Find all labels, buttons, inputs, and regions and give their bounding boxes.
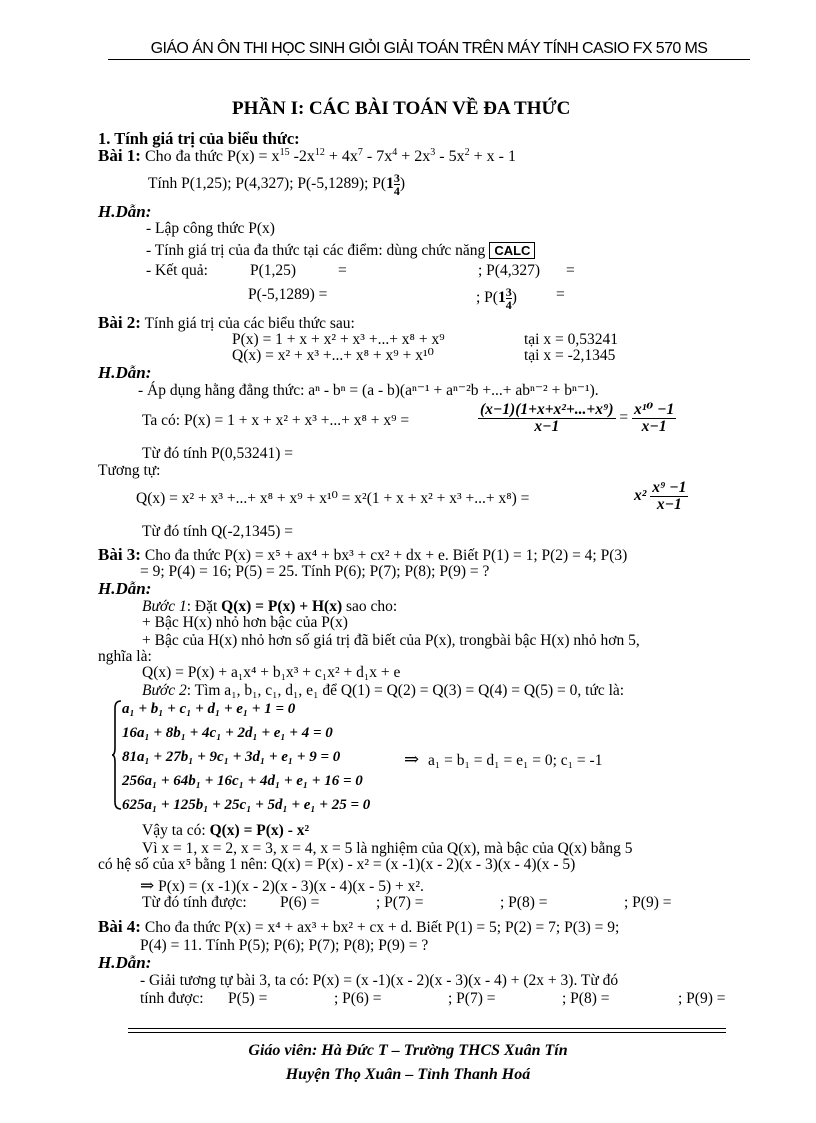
step-text-2: sao cho:: [345, 598, 398, 615]
fraction-den: x−1: [656, 496, 682, 513]
bai3-step2: [142, 682, 624, 700]
exp: 15: [279, 147, 290, 158]
term: -2x: [289, 148, 315, 165]
step-label: Bước 1: [142, 598, 187, 615]
bai4-line1: [98, 918, 619, 937]
bai4-text: Cho đa thức P(x) = x⁴ + ax³ + bx² + cx + d. Biết P(1) = 5; P(2) = 7; P(3) = 9;: [144, 919, 620, 936]
bai1-compute: [148, 172, 405, 197]
bai3-label: Bài 3:: [98, 545, 141, 564]
close-paren: ): [399, 175, 406, 193]
bai2-tuongtu: Tương tự:: [98, 462, 161, 479]
mix-den: 4: [393, 184, 400, 198]
bai3-cond3: nghĩa là:: [98, 648, 152, 665]
footer-rule-top: [128, 1028, 726, 1029]
system-eq-5: 625a₁ + 125b₁ + 25c₁ + 5d₁ + e₁ + 25 = 0: [122, 797, 371, 813]
bai3-tudo: Từ đó tính được:: [142, 894, 247, 911]
bai2-q: Q(x) = x² + x³ +...+ x⁸ + x⁹ + x¹⁰: [232, 347, 434, 364]
mix-num: 3: [393, 171, 400, 185]
x-squared: x²: [634, 487, 647, 505]
equals: =: [619, 409, 629, 427]
fraction-num: x¹⁰ −1: [634, 401, 675, 418]
bai2-identity: - Áp dụng hằng đẳng thức: aⁿ - bⁿ = (a - b)(aⁿ⁻¹ + aⁿ⁻²b +...+ abⁿ⁻² + bⁿ⁻¹).: [138, 382, 599, 399]
fraction-num: (x−1)(1+x+x²+...+x⁹): [480, 401, 614, 418]
bai4-p8: ; P(8) =: [562, 990, 610, 1007]
bai2-tudo1: Từ đó tính P(0,53241) =: [142, 445, 294, 462]
open: ; P(: [476, 289, 498, 307]
bai3-p9: ; P(9) =: [624, 894, 672, 911]
bai3-q: Q(x) = P(x) + a₁x⁴ + b₁x³ + c₁x² + d₁x + e: [142, 664, 401, 681]
exp: 3: [430, 147, 436, 158]
bai2-label: Bài 2:: [98, 313, 141, 332]
step-formula: Q(x) = P(x) + H(x): [221, 598, 343, 615]
bai3-p8: ; P(8) =: [500, 894, 548, 911]
part-title: PHẦN I: CÁC BÀI TOÁN VỀ ĐA THỨC: [232, 98, 571, 119]
bai1-text: Cho đa thức P(x) = x: [144, 148, 280, 165]
fraction: [632, 402, 676, 435]
step-label: Bước 2: [142, 682, 187, 699]
bai2-fraction3: [634, 480, 688, 513]
bai3-solution: a₁ = b₁ = d₁ = e₁ = 0; c₁ = -1: [428, 752, 603, 769]
bai4-p6: ; P(6) =: [334, 990, 382, 1007]
hd1-eq3: =: [556, 286, 565, 303]
hd1-line1: - Lập công thức P(x): [146, 220, 275, 237]
mixed-whole: 1: [386, 175, 394, 193]
hd1-p51289: P(-5,1289) =: [248, 286, 328, 303]
term: + 4x: [324, 148, 358, 165]
bai4-p7: ; P(7) =: [448, 990, 496, 1007]
step-text: : Tìm a₁, b₁, c₁, d₁, e₁ để Q(1) = Q(2) = Q(3) = Q(4) = Q(5) = 0, tức là:: [186, 682, 625, 699]
hd1-line2: [146, 242, 535, 260]
bai3-p6: P(6) =: [280, 894, 320, 911]
term: + x - 1: [469, 148, 516, 165]
fraction-den: x−1: [641, 418, 667, 435]
hd1-pmixed: [476, 286, 517, 311]
calc-key: CALC: [489, 242, 535, 259]
bai2-q-at: tại x = -2,1345: [524, 347, 616, 364]
implies-arrow: ⇒: [404, 749, 420, 769]
bai3-p7: ; P(7) =: [376, 894, 424, 911]
section-heading: 1. Tính giá trị của biểu thức:: [98, 129, 300, 148]
bai3-cond1: + Bậc H(x) nhỏ hơn bậc của P(x): [142, 614, 348, 631]
bai2-p: P(x) = 1 + x + x² + x³ +...+ x⁸ + x⁹: [232, 331, 445, 348]
hdan-heading-3: H.Dẫn:: [98, 579, 152, 598]
mixed-whole: 1: [497, 289, 506, 307]
hd1-eq2: =: [566, 262, 575, 279]
fraction: [650, 480, 688, 513]
bai3-cond2: + Bậc của H(x) nhỏ hơn số giá trị đã biết của P(x), trongbài bậc H(x) nhỏ hơn 5,: [142, 632, 640, 649]
compute-text: Tính P(1,25); P(4,327); P(-5,1289); P(: [148, 175, 387, 193]
fraction: [478, 402, 616, 435]
vay-formula: Q(x) = P(x) - x²: [209, 822, 310, 839]
fraction-num: x⁹ −1: [652, 479, 687, 496]
system-eq-3: 81a₁ + 27b₁ + 9c₁ + 3d₁ + e₁ + 9 = 0: [122, 749, 341, 765]
bai4-label: Bài 4:: [98, 917, 141, 936]
bai2-p-at: tại x = 0,53241: [524, 331, 618, 348]
bai3-text: Cho đa thức P(x) = x⁵ + ax⁴ + bx³ + cx² + dx + e. Biết P(1) = 1; P(2) = 4; P(3): [144, 547, 628, 564]
system-eq-4: 256a₁ + 64b₁ + 16c₁ + 4d₁ + e₁ + 16 = 0: [122, 773, 363, 789]
exp: 2: [464, 147, 470, 158]
bai4-p9: ; P(9) =: [678, 990, 726, 1007]
px-formula: P(x) = (x -1)(x - 2)(x - 3)(x - 4)(x - 5) + x².: [158, 878, 424, 895]
fraction-den: x−1: [534, 418, 560, 435]
footer-teacher: Giáo viên: Hà Đức T – Trường THCS Xuân Tín: [248, 1042, 568, 1059]
bai3-line2: = 9; P(4) = 16; P(5) = 25. Tính P(6); P(7); P(8); P(9) = ?: [140, 563, 490, 580]
hdan-heading-2: H.Dẫn:: [98, 363, 152, 382]
term: + 2x: [397, 148, 431, 165]
mix-den: 4: [505, 298, 512, 312]
hd1-p125: P(1,25): [250, 262, 297, 279]
bai2-taco: Ta có: P(x) = 1 + x + x² + x³ +...+ x⁸ + x⁹ =: [142, 412, 410, 429]
close: ): [511, 289, 517, 307]
bai2-fraction1: [478, 402, 676, 435]
system-eq-2: 16a₁ + 8b₁ + 4c₁ + 2d₁ + e₁ + 4 = 0: [122, 725, 333, 741]
exp: 12: [314, 147, 325, 158]
hd1-line3: - Kết quả:: [146, 262, 208, 279]
bai3-vi1: Vì x = 1, x = 2, x = 3, x = 4, x = 5 là nghiệm của Q(x), mà bậc của Q(x) bằng 5: [142, 840, 633, 857]
term: - 7x: [362, 148, 393, 165]
hd1-p4327: ; P(4,327): [478, 262, 540, 279]
implies-arrow: ⇒: [140, 876, 155, 895]
running-header: GIÁO ÁN ÔN THI HỌC SINH GIỎI GIẢI TOÁN TRÊN MÁY TÍNH CASIO FX 570 MS: [108, 40, 750, 60]
bai1-label: Bài 1:: [98, 146, 141, 165]
bai2-tudo2: Từ đó tính Q(-2,1345) =: [142, 523, 294, 540]
bai4-g2: tính được:: [140, 990, 204, 1007]
bai1-statement: [98, 147, 516, 166]
bai3-vay: [142, 822, 309, 840]
hdan-heading-4: H.Dẫn:: [98, 953, 152, 972]
hd1-eq1: =: [338, 262, 347, 279]
bai4-g1: - Giải tương tự bài 3, ta có: P(x) = (x -1)(x - 2)(x - 3)(x - 4) + (2x + 3). Từ đó: [140, 972, 619, 989]
bai3-vi2: có hệ số của x⁵ bằng 1 nên: Q(x) = P(x) - x² = (x -1)(x - 2)(x - 3)(x - 4)(x - 5): [98, 856, 576, 873]
system-eq-1: a₁ + b₁ + c₁ + d₁ + e₁ + 1 = 0: [122, 701, 296, 717]
bai2-qline: Q(x) = x² + x³ +...+ x⁸ + x⁹ + x¹⁰ = x²(1 + x + x² + x³ +...+ x⁸) =: [136, 490, 530, 507]
bai4-line2: P(4) = 11. Tính P(5); P(6); P(7); P(8); P(9) = ?: [140, 937, 429, 954]
term: - 5x: [435, 148, 465, 165]
bai4-p5: P(5) =: [228, 990, 268, 1007]
footer-rule-bottom: [128, 1032, 726, 1033]
vay-text: Vậy ta có:: [142, 822, 206, 839]
exp: 7: [357, 147, 363, 158]
mix-num: 3: [505, 285, 512, 299]
hd1-l2-text: - Tính giá trị của đa thức tại các điểm: dùng chức năng: [146, 242, 486, 259]
bai2-text: Tính giá trị của các biểu thức sau:: [144, 315, 355, 332]
exp: 4: [392, 147, 398, 158]
footer-location: Huyện Thọ Xuân – Tỉnh Thanh Hoá: [285, 1066, 531, 1083]
step-text: : Đặt: [186, 598, 218, 615]
system-brace: [112, 700, 122, 810]
hdan-heading-1: H.Dẫn:: [98, 202, 152, 221]
